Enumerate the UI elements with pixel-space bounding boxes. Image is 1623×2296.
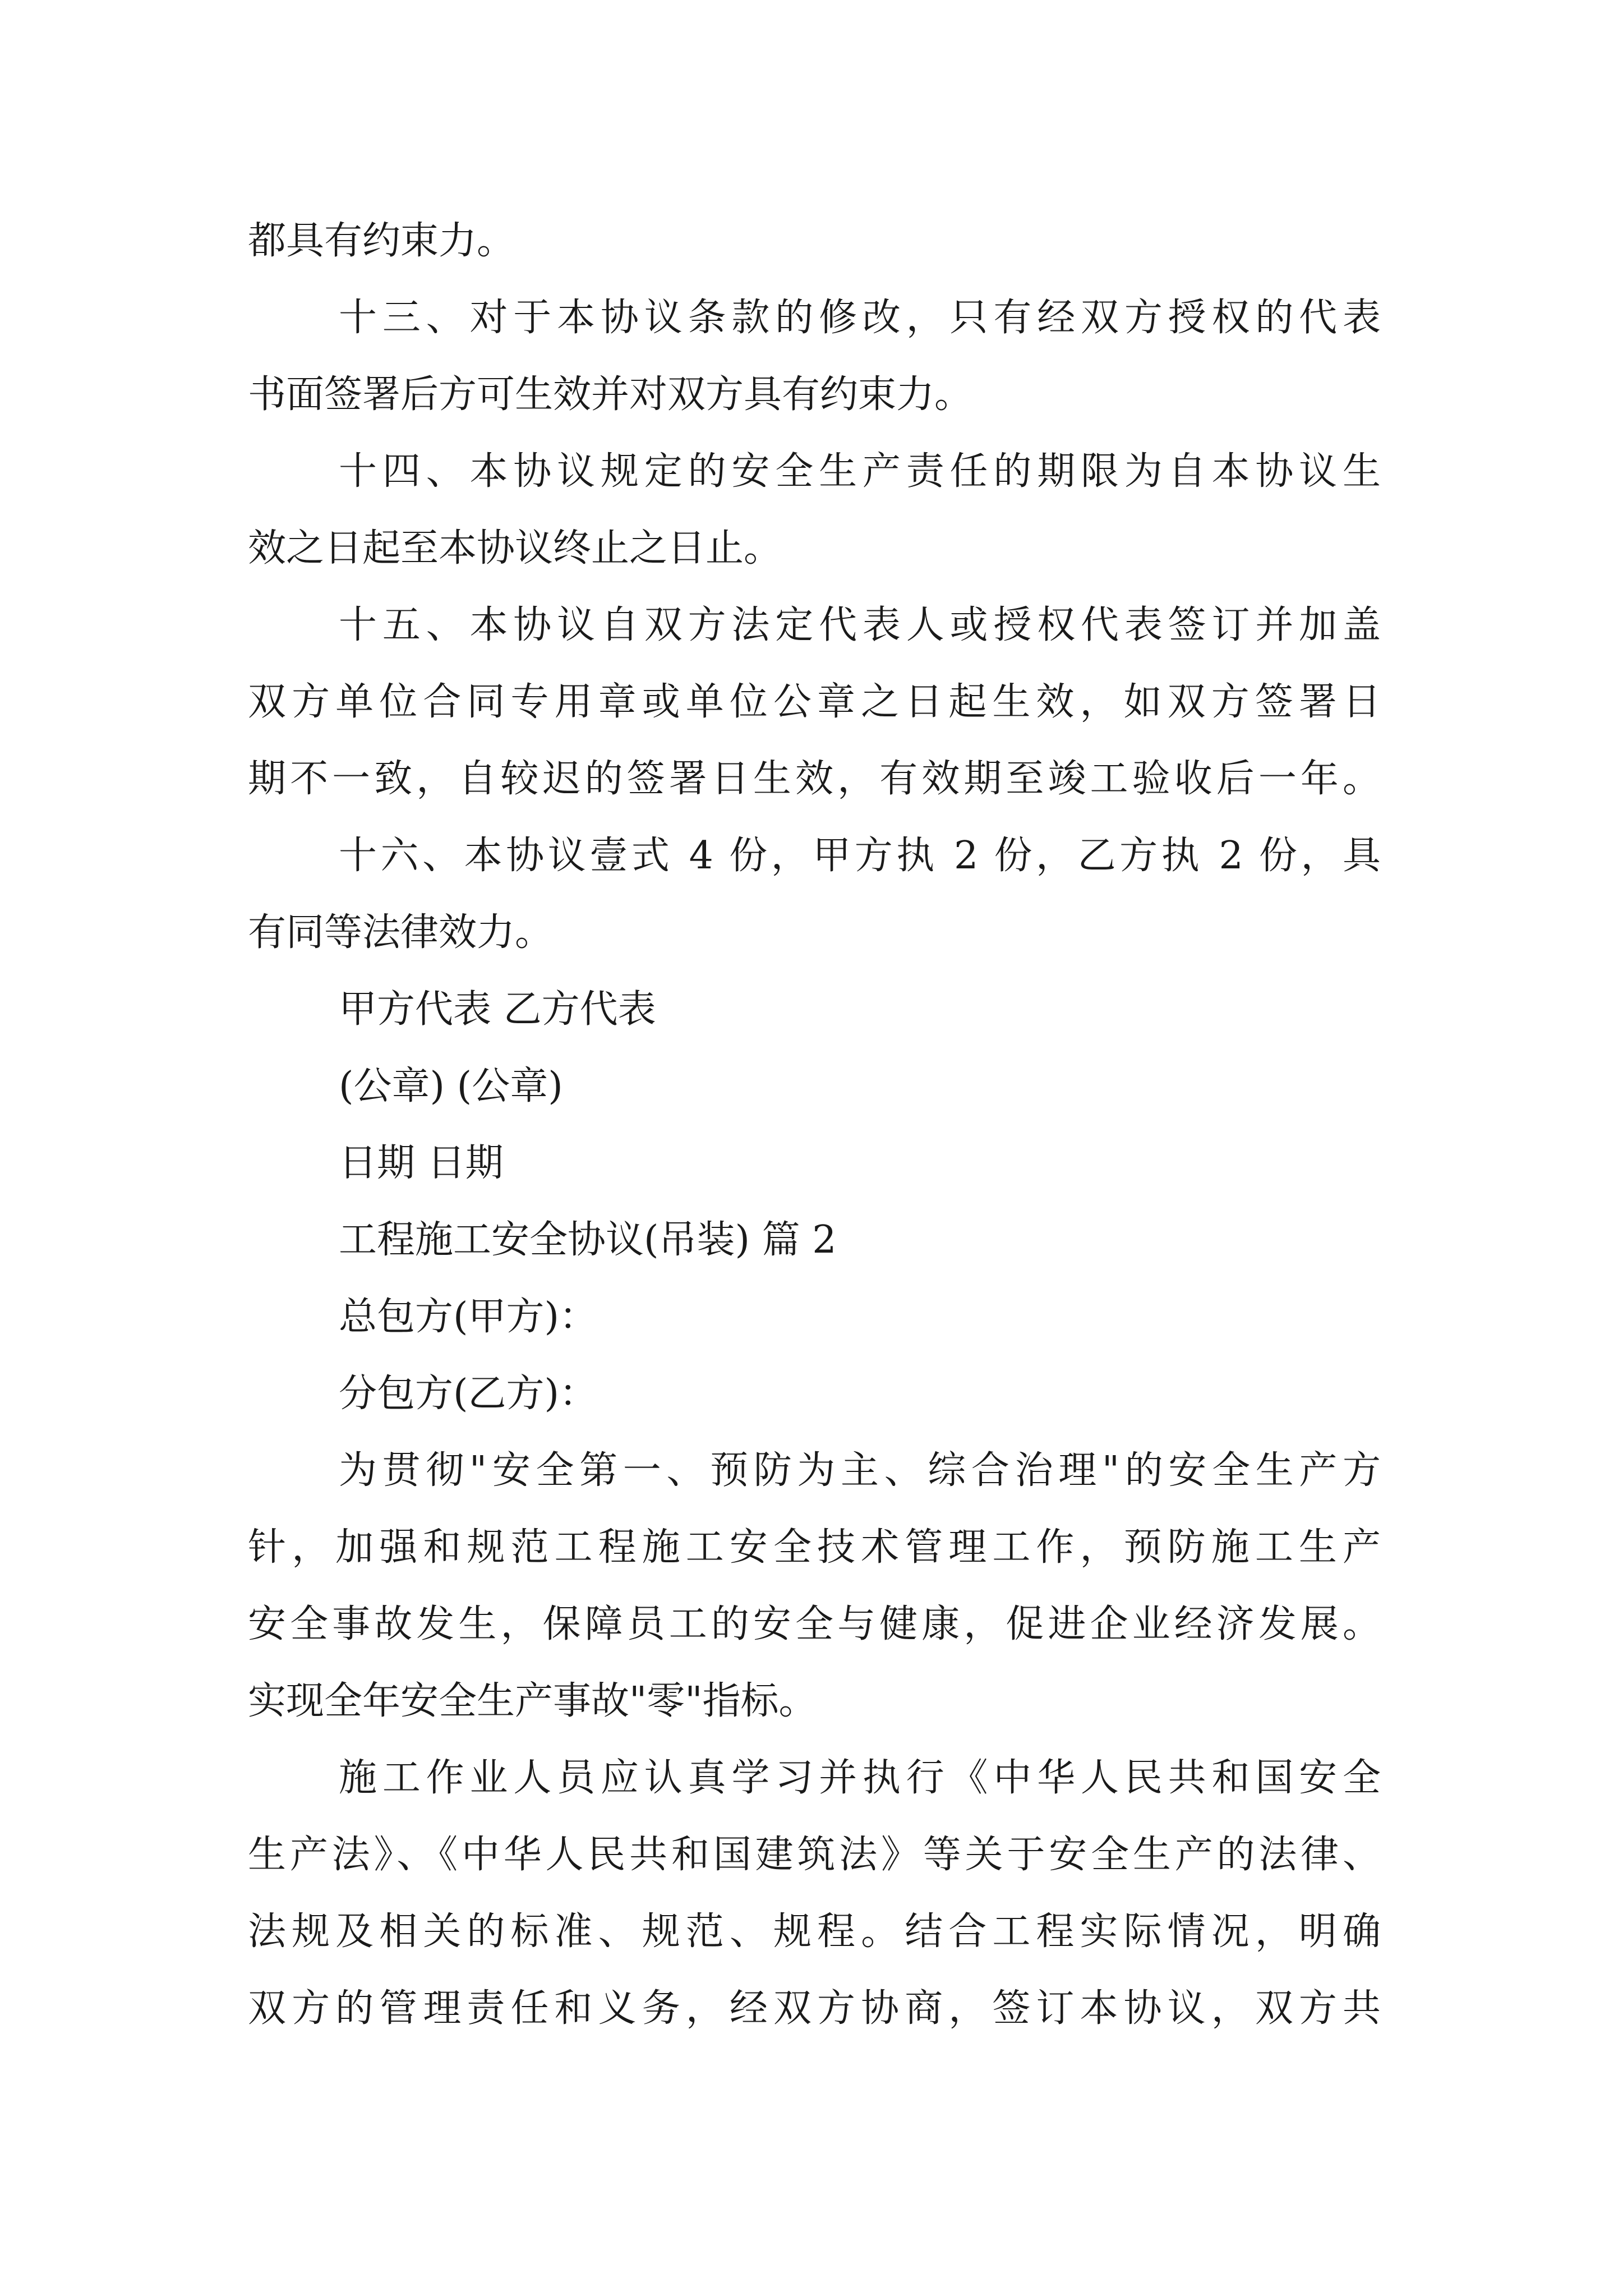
section-title: 工程施工安全协议(吊装) 篇 2 — [339, 1218, 837, 1262]
text-line: 书面签署后方可生效并对双方具有约束力。 — [248, 372, 973, 417]
party-a-label: 总包方(甲方)： — [339, 1295, 598, 1339]
text-line: 有同等法律效力。 — [248, 910, 554, 955]
clause-15-line: 十五、本协议自双方法定代表人或授权代表签订并加盖 — [339, 603, 1381, 647]
paragraph-line: 施工作业人员应认真学习并执行《中华人民共和国安全 — [339, 1756, 1381, 1800]
text-line: 双方单位合同专用章或单位公章之日起生效，如双方签署日 — [248, 680, 1381, 724]
text-line: 期不一致，自较迟的签署日生效，有效期至竣工验收后一年。 — [248, 757, 1381, 801]
text-line: 效之日起至本协议终止之日止。 — [248, 526, 782, 570]
party-b-label: 分包方(乙方)： — [339, 1372, 598, 1416]
paragraph-line: 安全事故发生，保障员工的安全与健康，促进企业经济发展。 — [248, 1602, 1381, 1646]
signature-dates: 日期 日期 — [339, 1141, 504, 1185]
paragraph-line: 针，加强和规范工程施工安全技术管理工作，预防施工生产 — [248, 1525, 1381, 1570]
clause-13-line: 十三、对于本协议条款的修改，只有经双方授权的代表 — [339, 296, 1381, 340]
paragraph-line: 双方的管理责任和义务，经双方协商，签订本协议，双方共 — [248, 1986, 1381, 2031]
paragraph-line: 生产法》、《中华人民共和国建筑法》等关于安全生产的法律、 — [248, 1833, 1381, 1877]
paragraph-line: 实现全年安全生产事故"零"指标。 — [248, 1679, 817, 1723]
clause-14-line: 十四、本协议规定的安全生产责任的期限为自本协议生 — [339, 449, 1381, 494]
clause-16-line: 十六、本协议壹式 4 份，甲方执 2 份，乙方执 2 份，具 — [339, 834, 1381, 878]
text-line: 都具有约束力。 — [248, 219, 515, 263]
signature-representatives: 甲方代表 乙方代表 — [339, 987, 656, 1032]
signature-seals: (公章) (公章) — [339, 1064, 563, 1108]
paragraph-line: 法规及相关的标准、规范、规程。结合工程实际情况，明确 — [248, 1910, 1381, 1954]
paragraph-line: 为贯彻"安全第一、预防为主、综合治理"的安全生产方 — [339, 1448, 1381, 1493]
